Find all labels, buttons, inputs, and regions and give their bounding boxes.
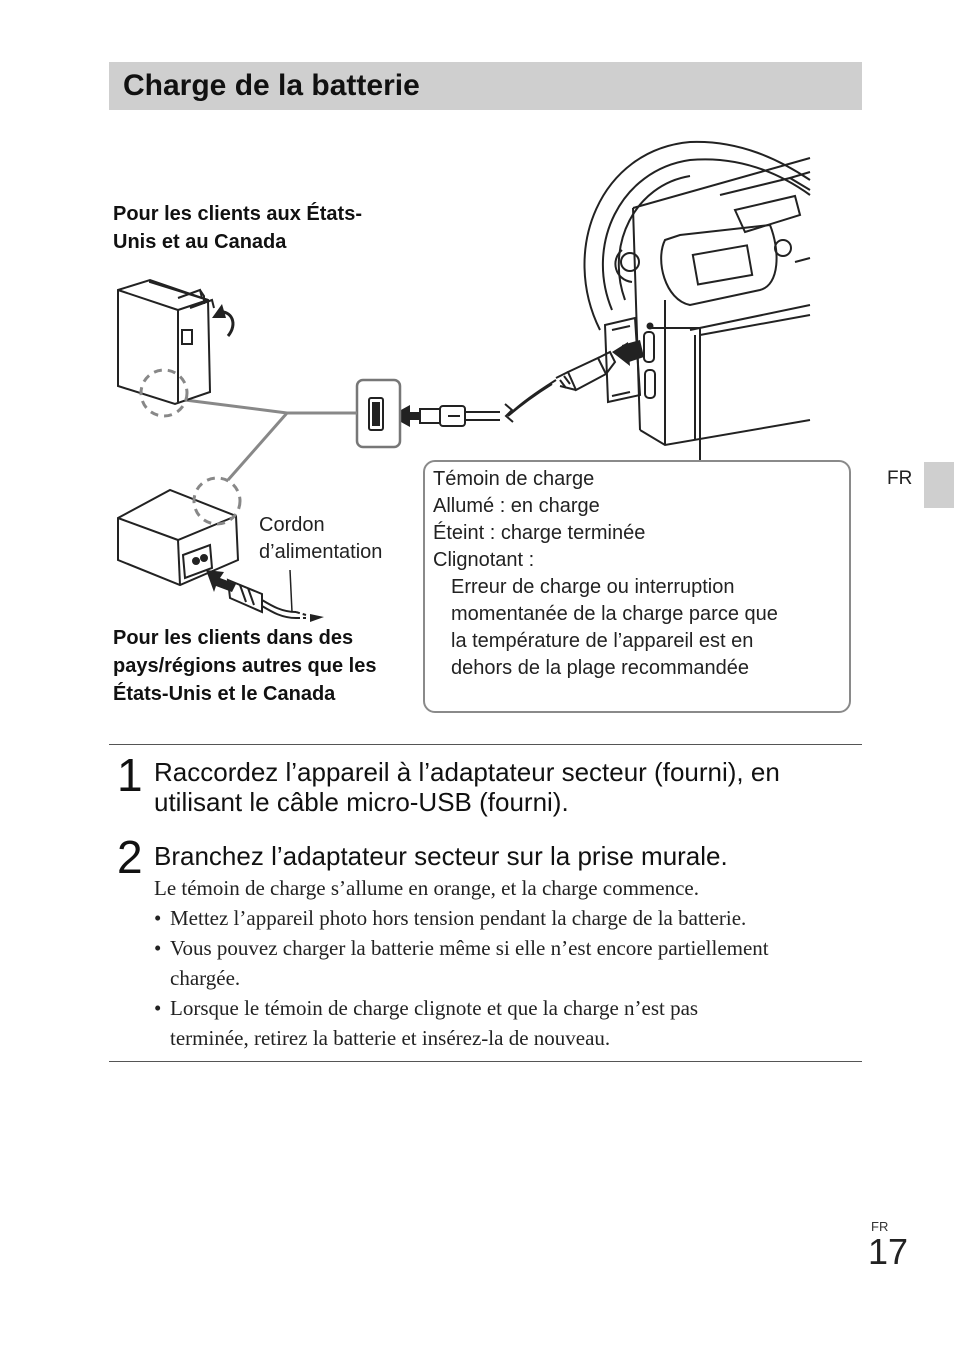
step-1-number: 1 xyxy=(117,749,143,801)
power-cord xyxy=(228,580,296,618)
steps-bottom-rule xyxy=(109,1061,862,1062)
list-item: • Vous pouvez charger la batterie même si elle n’est encore partiellement chargée. xyxy=(154,933,862,993)
us-adapter-port-highlight xyxy=(141,370,187,416)
page-number: 17 xyxy=(868,1231,909,1272)
intl-ac-adapter xyxy=(118,490,238,585)
language-tab-label: FR xyxy=(887,468,913,489)
adapter-usb-port-zoom xyxy=(357,380,400,447)
footer-language: FR xyxy=(871,1219,889,1234)
bullet-marker: • xyxy=(154,906,162,930)
bullet-marker: • xyxy=(154,996,162,1020)
camera-illustration xyxy=(584,142,810,445)
charge-lamp-callout-text: Témoin de charge Allumé : en charge Éteint : charge terminée Clignotant : Erreur de charge ou interruption momentanée de la charge parce que la température de l’appareil est en dehors de la plage recommandée xyxy=(433,468,778,679)
step-1-heading: Raccordez l’appareil à l’adaptateur secteur (fourni), en utilisant le câble micro-USB (fourni). xyxy=(154,757,780,817)
usb-a-plug xyxy=(420,406,500,426)
us-ac-adapter xyxy=(118,280,214,404)
step-2-number: 2 xyxy=(117,831,143,883)
bullet-marker: • xyxy=(154,936,162,960)
list-item: • Lorsque le témoin de charge clignote et que la charge n’est pas terminée, retirez la batterie et insérez-la de nouveau. xyxy=(154,993,862,1053)
intl-adapter-port-highlight xyxy=(194,478,240,524)
step-2-bullet-list xyxy=(154,903,862,1053)
power-cord-label: Cordon d’alimentation xyxy=(259,514,383,563)
list-item: • Mettez l’appareil photo hors tension pendant la charge de la batterie. xyxy=(154,903,862,933)
us-customers-label: Pour les clients aux États- Unis et au Canada xyxy=(113,203,362,253)
micro-usb-plug xyxy=(508,352,615,416)
page-title: Charge de la batterie xyxy=(123,69,420,102)
step-2-intro: Le témoin de charge s’allume en orange, et la charge commence. xyxy=(154,876,699,900)
other-customers-label: Pour les clients dans des pays/régions autres que les États-Unis et le Canada xyxy=(113,627,377,705)
micro-usb-arrow xyxy=(612,340,644,366)
cord-direction-arrow xyxy=(310,614,324,622)
step-2-heading: Branchez l’adaptateur secteur sur la prise murale. xyxy=(154,841,728,871)
steps-top-rule xyxy=(109,744,862,745)
